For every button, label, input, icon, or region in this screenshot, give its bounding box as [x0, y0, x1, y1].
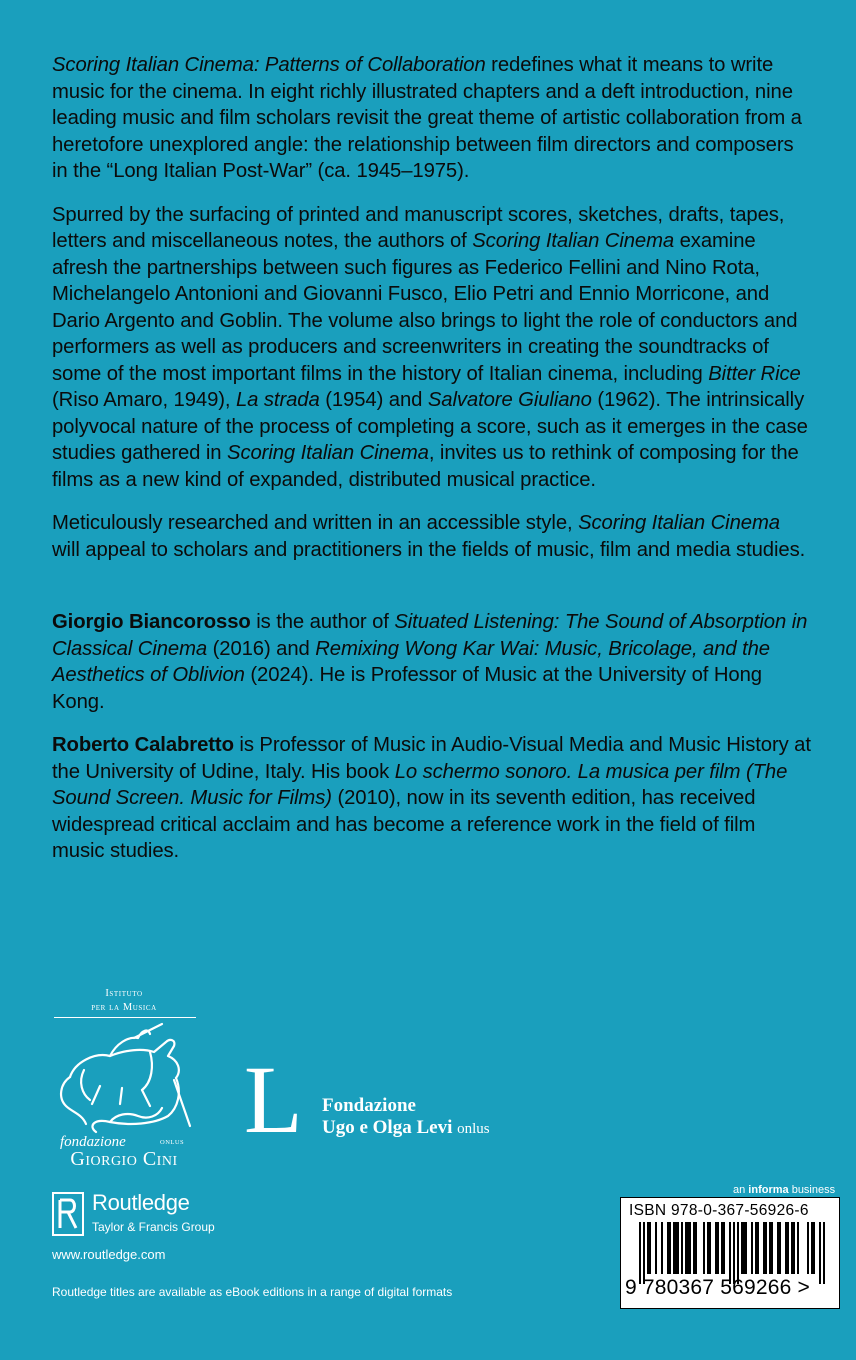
barcode-bar: [737, 1222, 739, 1284]
barcode-bar: [755, 1222, 757, 1274]
barcode-bar: [785, 1222, 787, 1274]
barcode-bar: [813, 1222, 815, 1274]
barcode-bar: [787, 1222, 789, 1274]
isbn-text: ISBN 978-0-367-56926-6: [629, 1202, 809, 1219]
cini-onlus: ONLUS: [160, 1139, 185, 1146]
levi-line-2: Ugo e Olga Levi onlus: [322, 1117, 490, 1138]
cini-name: Giorgio Cini: [70, 1148, 178, 1170]
barcode-bar: [707, 1222, 709, 1274]
barcode-bar: [661, 1222, 663, 1274]
st-george-dragon-icon: [50, 1022, 198, 1134]
fondazione-cini-logo: [48, 984, 200, 1174]
routledge-sub: Taylor & Francis Group: [92, 1220, 215, 1234]
routledge-name: Routledge: [92, 1190, 190, 1215]
back-cover-blurb: [52, 52, 812, 882]
levi-line-1: Fondazione: [322, 1095, 416, 1116]
barcode-bar: [685, 1222, 687, 1274]
barcode-bar: [771, 1222, 773, 1274]
barcode-bar: [689, 1222, 691, 1274]
informa-tagline: an informa business: [733, 1184, 836, 1196]
barcode-bar: [811, 1222, 813, 1274]
levi-l-logo: [244, 1060, 308, 1138]
barcode-digits: 9 780367 569266 >: [625, 1276, 810, 1299]
cini-fondazione: fondazione: [60, 1134, 126, 1150]
barcode-bar: [643, 1222, 645, 1284]
ebook-footnote: Routledge titles are available as eBook editions in a range of digital formats: [52, 1285, 453, 1299]
barcode-bar: [715, 1222, 717, 1274]
barcode-bar: [693, 1222, 695, 1274]
barcode-bar: [733, 1222, 735, 1284]
barcode-bar: [797, 1222, 799, 1274]
barcode-bar: [673, 1222, 675, 1274]
barcode-bar: [703, 1222, 705, 1274]
levi-letter: L: [244, 1060, 303, 1138]
barcode-bar: [741, 1222, 743, 1274]
barcode-bar: [765, 1222, 767, 1274]
barcode-bar: [769, 1222, 771, 1274]
barcode-bar: [675, 1222, 677, 1274]
barcode-bar: [649, 1222, 651, 1274]
barcode-bar: [647, 1222, 649, 1274]
isbn-barcode: [620, 1197, 840, 1309]
barcode-bar: [763, 1222, 765, 1274]
author-bio-2: Roberto Calabretto is Professor of Music in Audio-Visual Media and Music History at the University of Udine, Italy. His book Lo schermo sonoro. La musica per film (The Sound Screen. Music for Films) (2010), now in its seventh edition, has received widespread critical acclaim and has become a reference work in the field of film music studies.: [52, 734, 811, 862]
cini-line-2: per la Musica: [91, 1002, 157, 1013]
barcode-bar: [819, 1222, 821, 1284]
barcode-bar: [777, 1222, 779, 1274]
barcode-bar: [793, 1222, 795, 1274]
barcode-bar: [779, 1222, 781, 1274]
barcode-bar: [791, 1222, 793, 1274]
barcode-bar: [721, 1222, 723, 1274]
routledge-url[interactable]: www.routledge.com: [52, 1247, 166, 1262]
barcode-bar: [745, 1222, 747, 1274]
barcode-bar: [717, 1222, 719, 1274]
barcode-bar: [695, 1222, 697, 1274]
author-bio-1: Giorgio Biancorosso is the author of Situated Listening: The Sound of Absorption in Classical Cinema (2016) and Remixing Wong Kar Wai: Music, Bricolage, and the Aesthetics of Oblivion (2024). He is Professor of Music at the University of Hong Kong.: [52, 611, 808, 713]
cini-divider: [54, 1017, 196, 1018]
barcode-bar: [669, 1222, 671, 1274]
barcode-bar: [655, 1222, 657, 1274]
barcode-bar: [681, 1222, 683, 1274]
barcode-bar: [823, 1222, 825, 1284]
barcode-bar: [677, 1222, 679, 1274]
barcode-bar: [667, 1222, 669, 1274]
fondazione-levi-logo: [322, 1095, 490, 1140]
barcode-bar: [751, 1222, 753, 1274]
levi-onlus: onlus: [457, 1121, 490, 1137]
barcode-bar: [709, 1222, 711, 1274]
barcode-bar: [723, 1222, 725, 1274]
barcode-bar: [687, 1222, 689, 1274]
barcode-bar: [807, 1222, 809, 1274]
blurb-paragraph-3: Meticulously researched and written in an accessible style, Scoring Italian Cinema will appeal to scholars and practitioners in the fields of music, film and media studies.: [52, 512, 806, 561]
barcode-bar: [639, 1222, 641, 1284]
barcode-bar: [757, 1222, 759, 1274]
blurb-paragraph-2: Spurred by the surfacing of printed and manuscript scores, sketches, drafts, tapes, letters and miscellaneous notes, the authors of Scoring Italian Cinema examine afresh the partnerships between such figures as Federico Fellini and Nino Rota, Michelangelo Antonioni and Giovanni Fusco, Elio Petri and Ennio Morricone, and Dario Argento and Goblin. The volume also brings to light the role of conductors and performers as well as producers and screenwriters in creating the soundtracks of some of the most important films in the history of Italian cinema, including Bitter Rice (Riso Amaro, 1949), La strada (1954) and Salvatore Giuliano (1962). The intrinsically polyvocal nature of the process of completing a score, such as it emerges in the case studies gathered in Scoring Italian Cinema, invites us to rethink of composing for the films as a new kind of expanded, distributed musical practice.: [52, 203, 808, 491]
barcode-bar: [729, 1222, 731, 1284]
routledge-r-icon: [52, 1192, 84, 1236]
blurb-paragraph-1: Scoring Italian Cinema: Patterns of Collaboration redefines what it means to write music for the cinema. In eight richly illustrated chapters and a deft introduction, nine leading music and film scholars revisit the great theme of artistic collaboration from a heretofore unexplored angle: the relationship between film directors and composers in the “Long Italian Post-War” (ca. 1945–1975).: [52, 54, 802, 182]
cini-line-1: Istituto: [105, 988, 143, 999]
barcode-bar: [743, 1222, 745, 1274]
